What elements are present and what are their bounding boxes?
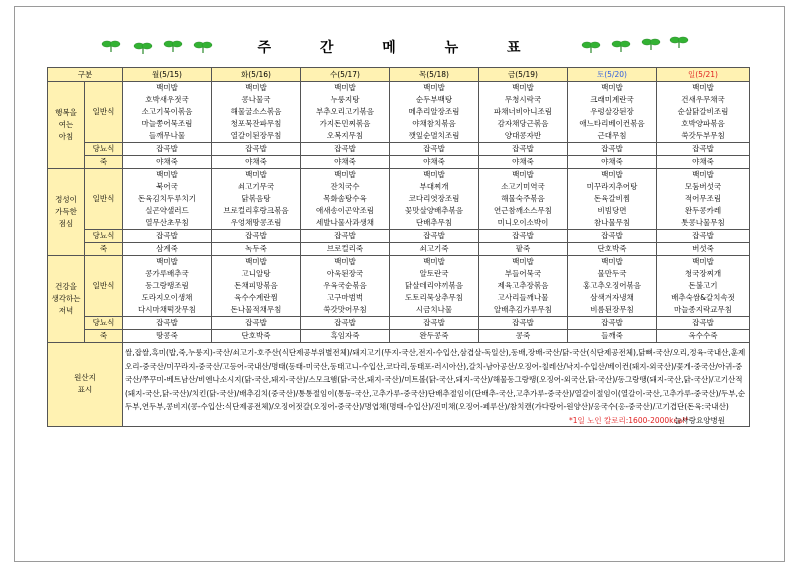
- menu-item: 소고기묵이볶음: [123, 106, 212, 118]
- day-header-sunday: 일(5/21): [657, 68, 750, 82]
- origin-label: [48, 343, 123, 427]
- menu-item: 완두콩카레: [657, 205, 750, 217]
- day-header: 화(5/16): [212, 68, 301, 82]
- porridge-item: 땅콩죽: [123, 330, 212, 343]
- porridge-item: 야채죽: [479, 156, 568, 169]
- porridge-diet-label: 죽: [85, 243, 123, 256]
- general-diet-label: 일반식: [85, 82, 123, 143]
- menu-item: 마늘쫑어묵조림: [123, 118, 212, 130]
- menu-row: [48, 94, 750, 106]
- diabetic-item: 잡곡밥: [301, 317, 390, 330]
- menu-item: 백미밥: [123, 256, 212, 269]
- menu-item: 알토란국: [390, 268, 479, 280]
- diabetic-item: 잡곡밥: [123, 143, 212, 156]
- diabetic-item: 잡곡밥: [657, 317, 750, 330]
- porridge-item: 버섯죽: [657, 243, 750, 256]
- porridge-item: 야채죽: [390, 156, 479, 169]
- menu-item: 다시마채떡잣무침: [123, 304, 212, 317]
- origin-text: 쌀,잡쌀,흑미(밥,죽,누룽지)-국산/쇠고기-호주산(식단제공부위별전체)/돼지고기(뚜지-국산,전지-수입산,삼겹살-독일산),동배,장배-국산/닭-국산(식단제공전체),닭뼈-국산/오리,정육-국내산,훈제오리-중국산/미꾸라지-중국산/고등어-국내산/명태(동태-미국산,동태고니-수입산,코다리,동태포-러시아산),갈치-남아공산/오징어-칠레산/낙지-수입산/베이컨(돼지-외국산)/꽃게-중국산/아귀-중국산/쭈꾸미-베트남산/비엔나소시지(닭-국산,돼지-국산)/스모크햄(닭-국산,돼지-국산)/미트볼(닭-국산,돼지-국산)/해물동그랑땡(오징어-외국산,닭-국산)/동그랑땡(돼지-국산,닭-국산)/고기산적(돼지-국산,닭-국산)/치킨(닭-국산)/배추김치(중국산)/통통절임이(통동-국산,고추가루-중국산)단배추절임이(단배추-국산,고추가루-중국산)/열갈이절임이(열갈이-국산,고추가루-중국산)/두부,순두부,연두부,콩비지(콩-수입산:식단제공전체)/오징어젓갈(오징어-중국산)/명엽채(명태-수입산)/진미채(오징어-페루산)/참치캔(가다랑어-원양산)/옹국수(옹-중국산)/고기겹단(돈육:국내산): [125, 348, 746, 411]
- menu-item: 북어국: [123, 181, 212, 193]
- menu-row: [48, 292, 750, 304]
- menu-item: 부추오리고기볶음: [301, 106, 390, 118]
- menu-item: 순두부백탕: [390, 94, 479, 106]
- menu-item: 콩가루배추국: [123, 268, 212, 280]
- porridge-item: 쇠고기죽: [390, 243, 479, 256]
- menu-item: 돈육김치두루치기: [123, 193, 212, 205]
- menu-item: 도토리묵상추무침: [390, 292, 479, 304]
- menu-item: 꽃맛살양배추볶음: [390, 205, 479, 217]
- diabetic-item: 잡곡밥: [301, 230, 390, 243]
- diabetic-item: 잡곡밥: [301, 143, 390, 156]
- menu-item: 시금치나물: [390, 304, 479, 317]
- menu-item: 고구마범벅: [301, 292, 390, 304]
- menu-item: 단배추무침: [390, 217, 479, 230]
- menu-item: 청포묵잔파무침: [212, 118, 301, 130]
- section-label-line: 여는: [58, 120, 74, 129]
- menu-item: 열무산초무침: [123, 217, 212, 230]
- diabetic-row: [48, 317, 750, 330]
- porridge-item: 삼계죽: [123, 243, 212, 256]
- menu-item: 백미밥: [212, 256, 301, 269]
- menu-item: 애새송이곤약조림: [301, 205, 390, 217]
- diabetic-diet-label: 당뇨식: [85, 230, 123, 243]
- footer-note: [125, 414, 747, 426]
- menu-row: [48, 118, 750, 130]
- menu-item: 백미밥: [390, 169, 479, 182]
- menu-item: 양대콩자반: [479, 130, 568, 143]
- menu-item: 톳콩나물무침: [657, 217, 750, 230]
- menu-item: 부대찌개: [390, 181, 479, 193]
- menu-row: [48, 256, 750, 269]
- menu-item: 비름된장무침: [568, 304, 657, 317]
- menu-item: 고사리들깨나물: [479, 292, 568, 304]
- porridge-item: 단호박죽: [212, 330, 301, 343]
- menu-item: 쑥갓두부무침: [657, 130, 750, 143]
- menu-item: 들깨무나물: [123, 130, 212, 143]
- menu-item: 코다리엿장조림: [390, 193, 479, 205]
- menu-item: 적어무조림: [657, 193, 750, 205]
- calorie-note: *1일 노인 칼로리:1600-2000kcal*: [569, 415, 689, 425]
- menu-item: 실곤약샐러드: [123, 205, 212, 217]
- menu-item: 가지돈민찌볶음: [301, 118, 390, 130]
- menu-item: 호박새우젓국: [123, 94, 212, 106]
- origin-label-line: 표시: [77, 385, 93, 395]
- menu-item: 백미밥: [657, 82, 750, 95]
- diabetic-item: 잡곡밥: [568, 230, 657, 243]
- menu-item: 홍고추오징어볶음: [568, 280, 657, 292]
- porridge-item: 야채죽: [301, 156, 390, 169]
- porridge-row: [48, 243, 750, 256]
- menu-row: [48, 169, 750, 182]
- menu-item: 삼색겨자냉채: [568, 292, 657, 304]
- diabetic-row: [48, 143, 750, 156]
- menu-item: 우엉채땅콩조림: [212, 217, 301, 230]
- porridge-item: 들깨죽: [568, 330, 657, 343]
- menu-item: 백미밥: [479, 82, 568, 95]
- menu-item: 순살닭갈비조림: [657, 106, 750, 118]
- porridge-item: 야채죽: [657, 156, 750, 169]
- menu-item: 아욱된장국: [301, 268, 390, 280]
- menu-item: 건새우무채국: [657, 94, 750, 106]
- menu-item: 호박양파볶음: [657, 118, 750, 130]
- menu-item: 도라지오이생채: [123, 292, 212, 304]
- origin-label-line: 원산지: [74, 373, 96, 383]
- menu-item: 미꾸라지추어탕: [568, 181, 657, 193]
- porridge-item: 옥수수죽: [657, 330, 750, 343]
- porridge-row: [48, 156, 750, 169]
- menu-item: 콩나물국: [212, 94, 301, 106]
- menu-item: 백미밥: [123, 82, 212, 95]
- diabetic-item: 잡곡밥: [568, 317, 657, 330]
- menu-item: 닭살데리야끼볶음: [390, 280, 479, 292]
- section-label-line: 정성이: [55, 195, 77, 204]
- origin-row: [48, 343, 750, 427]
- day-header-saturday: 토(5/20): [568, 68, 657, 82]
- menu-item: 물만두국: [568, 268, 657, 280]
- menu-item: 메추리알장조림: [390, 106, 479, 118]
- menu-item: 누룽지탕: [301, 94, 390, 106]
- hospital-name: 늘사랑요양병원: [674, 415, 725, 425]
- section-label-line: 점심: [58, 219, 74, 228]
- diabetic-item: 잡곡밥: [479, 230, 568, 243]
- menu-item: 야채참치볶음: [390, 118, 479, 130]
- menu-item: 백미밥: [479, 256, 568, 269]
- menu-item: 연근참깨소스무침: [479, 205, 568, 217]
- menu-item: 배추숙쌈&갈치속젓: [657, 292, 750, 304]
- section-label-lunch: [48, 169, 85, 256]
- diabetic-item: 잡곡밥: [212, 317, 301, 330]
- menu-item: 목화솜탕수육: [301, 193, 390, 205]
- porridge-item: 야채죽: [212, 156, 301, 169]
- diabetic-row: [48, 230, 750, 243]
- menu-item: 돈채피망볶음: [212, 280, 301, 292]
- menu-item: 제육고추장볶음: [479, 280, 568, 292]
- diabetic-item: 잡곡밥: [657, 230, 750, 243]
- menu-row: [48, 193, 750, 205]
- porridge-item: 브로컬리죽: [301, 243, 390, 256]
- porridge-diet-label: 죽: [85, 156, 123, 169]
- diabetic-item: 잡곡밥: [390, 143, 479, 156]
- menu-item: 육수수계란찜: [212, 292, 301, 304]
- menu-item: 알배추김가루무침: [479, 304, 568, 317]
- porridge-item: 녹두죽: [212, 243, 301, 256]
- day-header: 목(5/18): [390, 68, 479, 82]
- general-diet-label: 일반식: [85, 256, 123, 317]
- diabetic-item: 잡곡밥: [390, 317, 479, 330]
- porridge-item: 단호박죽: [568, 243, 657, 256]
- menu-item: 백미밥: [390, 256, 479, 269]
- menu-row: [48, 181, 750, 193]
- diabetic-item: 잡곡밥: [479, 317, 568, 330]
- diabetic-diet-label: 당뇨식: [85, 317, 123, 330]
- general-diet-label: 일반식: [85, 169, 123, 230]
- menu-item: 우렁살강된장: [568, 106, 657, 118]
- menu-item: 비빔당면: [568, 205, 657, 217]
- menu-item: 미니오이소박이: [479, 217, 568, 230]
- menu-item: 열갈이된장무침: [212, 130, 301, 143]
- section-label-line: 가득한: [55, 207, 77, 216]
- menu-row: [48, 130, 750, 143]
- menu-item: 닭볶음탕: [212, 193, 301, 205]
- menu-item: 근대무침: [568, 130, 657, 143]
- menu-item: 고니알탕: [212, 268, 301, 280]
- menu-item: 파채너비아니조림: [479, 106, 568, 118]
- menu-item: 잔치국수: [301, 181, 390, 193]
- diabetic-diet-label: 당뇨식: [85, 143, 123, 156]
- porridge-item: 팥죽: [479, 243, 568, 256]
- menu-item: 마늘종지락교무침: [657, 304, 750, 317]
- menu-row: [48, 268, 750, 280]
- menu-row: [48, 106, 750, 118]
- section-label-line: 아침: [58, 132, 74, 141]
- section-label-line: 생각하는: [51, 294, 81, 303]
- menu-item: 크래미계란국: [568, 94, 657, 106]
- menu-item: 백미밥: [568, 169, 657, 182]
- menu-item: 우육국순볶음: [301, 280, 390, 292]
- menu-item: 백미밥: [212, 82, 301, 95]
- menu-item: 감자채당근볶음: [479, 118, 568, 130]
- menu-item: 백미밥: [212, 169, 301, 182]
- header-row: [48, 68, 750, 82]
- menu-item: 백미밥: [123, 169, 212, 182]
- menu-item: 백미밥: [390, 82, 479, 95]
- section-label-line: 행복을: [55, 108, 77, 117]
- menu-row: [48, 280, 750, 292]
- menu-item: 백미밥: [568, 256, 657, 269]
- menu-item: 해물숙주볶음: [479, 193, 568, 205]
- section-label-line: 저녁: [58, 306, 74, 315]
- menu-row: [48, 304, 750, 317]
- menu-item: 애느타리베이컨볶음: [568, 118, 657, 130]
- menu-item: 백미밥: [657, 256, 750, 269]
- diabetic-item: 잡곡밥: [657, 143, 750, 156]
- menu-row: [48, 82, 750, 95]
- porridge-row: [48, 330, 750, 343]
- diabetic-item: 잡곡밥: [212, 230, 301, 243]
- section-label-breakfast: [48, 82, 85, 169]
- menu-item: 쇠고기무국: [212, 181, 301, 193]
- diabetic-item: 잡곡밥: [479, 143, 568, 156]
- section-label-line: 건강을: [55, 282, 77, 291]
- menu-item: 소고기미역국: [479, 181, 568, 193]
- menu-item: 백미밥: [301, 82, 390, 95]
- diabetic-item: 잡곡밥: [123, 317, 212, 330]
- menu-row: [48, 217, 750, 230]
- menu-item: 동그랑땡조림: [123, 280, 212, 292]
- menu-item: 참나물무침: [568, 217, 657, 230]
- menu-item: 브로컬리후랑크볶음: [212, 205, 301, 217]
- weekly-menu-table: [47, 67, 750, 427]
- menu-item: 백미밥: [568, 82, 657, 95]
- menu-row: [48, 205, 750, 217]
- day-header: 월(5/15): [123, 68, 212, 82]
- day-header: 금(5/19): [479, 68, 568, 82]
- porridge-item: 야채죽: [568, 156, 657, 169]
- category-header: 구분: [48, 68, 123, 82]
- porridge-item: 콩죽: [479, 330, 568, 343]
- diabetic-item: 잡곡밥: [212, 143, 301, 156]
- menu-item: 백미밥: [657, 169, 750, 182]
- diabetic-item: 잡곡밥: [390, 230, 479, 243]
- menu-item: 세발나물사과생채: [301, 217, 390, 230]
- menu-item: 부들어묵국: [479, 268, 568, 280]
- menu-item: 오복지무침: [301, 130, 390, 143]
- menu-item: 청국장찌개: [657, 268, 750, 280]
- menu-item: 돈불고기: [657, 280, 750, 292]
- diabetic-item: 잡곡밥: [568, 143, 657, 156]
- menu-item: 쑥갓맛어무침: [301, 304, 390, 317]
- porridge-diet-label: 죽: [85, 330, 123, 343]
- day-header: 수(5/17): [301, 68, 390, 82]
- menu-item: 백미밥: [301, 169, 390, 182]
- menu-item: 모둠버섯국: [657, 181, 750, 193]
- porridge-item: 흑임자죽: [301, 330, 390, 343]
- diabetic-item: 잡곡밥: [123, 230, 212, 243]
- page-title: 주 간 메 뉴 표: [257, 40, 543, 56]
- menu-item: 깻잎순멸치조림: [390, 130, 479, 143]
- menu-item: 무청시락국: [479, 94, 568, 106]
- porridge-item: 야채죽: [123, 156, 212, 169]
- menu-item: 돈나물적채무침: [212, 304, 301, 317]
- porridge-item: 완두콩죽: [390, 330, 479, 343]
- menu-item: 백미밥: [479, 169, 568, 182]
- menu-item: 백미밥: [301, 256, 390, 269]
- origin-cell: [123, 343, 750, 427]
- menu-item: 돈육갈비찜: [568, 193, 657, 205]
- section-label-dinner: [48, 256, 85, 343]
- menu-item: 해물굴소스볶음: [212, 106, 301, 118]
